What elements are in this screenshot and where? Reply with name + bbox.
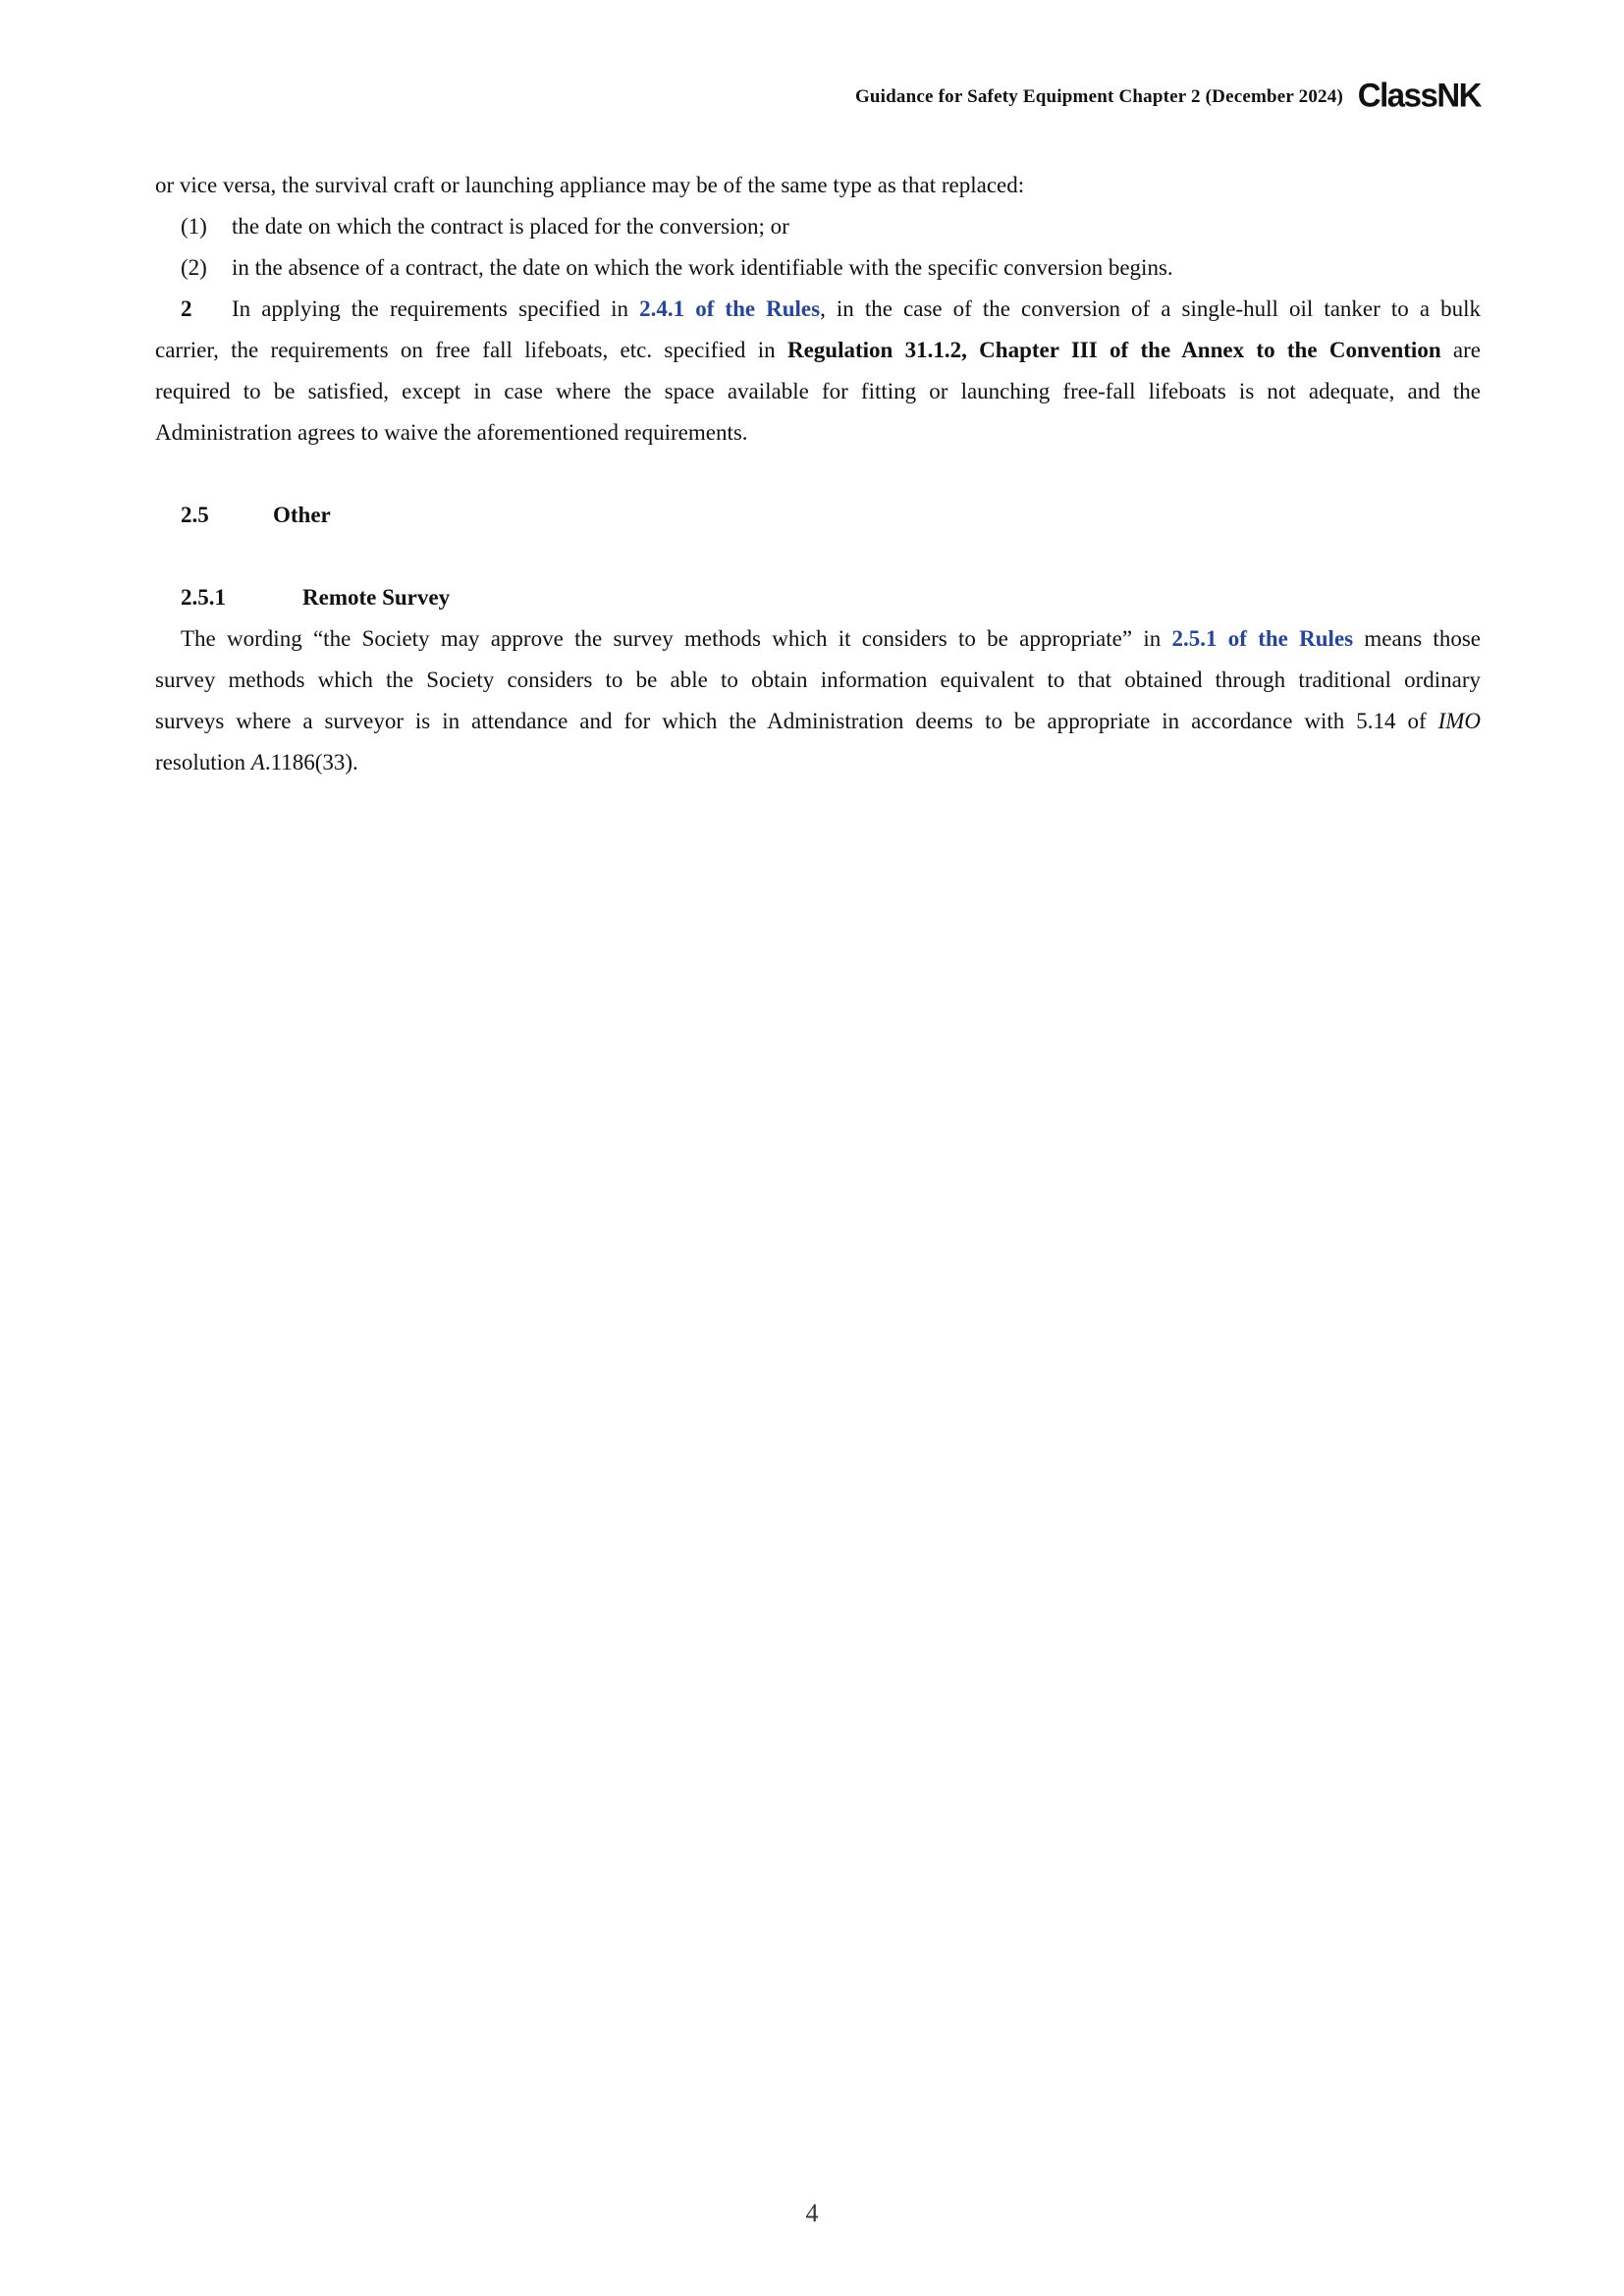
text: surveys where a surveyor is in attendance and for which the Administration deems to be appropriate in accordance with 5.14 of (155, 709, 1438, 733)
text: In applying the requirements specified in (232, 296, 640, 321)
remote-survey-line-4 (155, 742, 1481, 783)
section-heading (155, 495, 1481, 536)
list-number: (1) (181, 214, 207, 239)
text: means those (1353, 626, 1481, 651)
list-item (155, 247, 1481, 289)
section-title: Other (273, 503, 331, 527)
text: , in the case of the conversion of a single-hull oil tanker to a bulk (820, 296, 1481, 321)
list-text: in the absence of a contract, the date on which the work identifiable with the specific conversion begins. (232, 255, 1173, 280)
text: are (1440, 338, 1481, 362)
imo-text: IMO (1437, 709, 1481, 733)
text: The wording “the Society may approve the survey methods which it considers to be appropriate” in (181, 626, 1172, 651)
paragraph-2-line-4: Administration agrees to waive the aforementioned requirements. (155, 420, 748, 445)
remote-survey-line-1 (155, 618, 1481, 660)
list-number: (2) (181, 255, 207, 280)
remote-survey-line-2: survey methods which the Society considers to be able to obtain information equivalent to that obtained through traditional ordinary (155, 667, 1481, 692)
text: .1186(33). (264, 750, 358, 774)
list-text: the date on which the contract is placed for the conversion; or (232, 214, 789, 239)
document-body (155, 165, 1481, 783)
paragraph-2-line-1 (155, 289, 1481, 330)
subsection-title: Remote Survey (302, 585, 451, 610)
header-title: Guidance for Safety Equipment Chapter 2 (December 2024) (854, 86, 1343, 107)
text: carrier, the requirements on free fall lifeboats, etc. specified in (155, 338, 787, 362)
regulation-reference: Regulation 31.1.2, Chapter III of the Annex to the Convention (786, 338, 1441, 362)
page-number: 4 (805, 2199, 819, 2227)
paragraph-number: 2 (181, 296, 192, 321)
section-number: 2.5 (181, 503, 209, 527)
resolution-prefix: A (250, 750, 265, 774)
page-header (155, 77, 1481, 116)
intro-line: or vice versa, the survival craft or launching appliance may be of the same type as that replaced: (155, 173, 1025, 197)
rules-link-2-5-1[interactable]: 2.5.1 of the Rules (1171, 626, 1354, 651)
text: resolution (155, 750, 251, 774)
paragraph-2-line-3: required to be satisfied, except in case where the space available for fitting or launching free-fall lifeboats is not adequate, and the (155, 379, 1481, 403)
list-item (155, 206, 1481, 247)
subsection-heading (155, 577, 1481, 618)
paragraph-2-line-2 (155, 330, 1481, 371)
classnk-logo: ClassNK (1357, 76, 1481, 114)
rules-link-2-4-1[interactable]: 2.4.1 of the Rules (639, 296, 821, 321)
remote-survey-line-3 (155, 701, 1481, 742)
subsection-number: 2.5.1 (181, 585, 226, 610)
